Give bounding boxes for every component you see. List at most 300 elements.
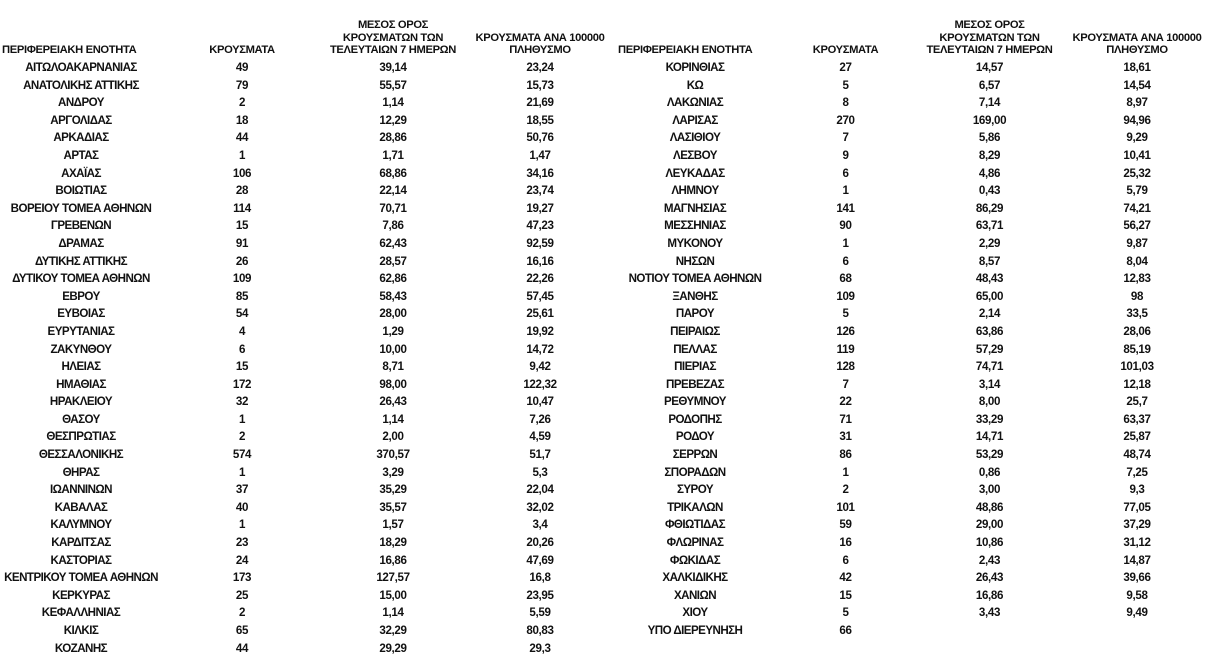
per-100k-cell: 5,59	[529, 606, 551, 620]
table-row	[616, 288, 1212, 306]
region-cell: ΑΡΓΟΛΙΔΑΣ	[50, 113, 112, 127]
cases-cell: 119	[836, 342, 855, 356]
cases-cell: 7	[842, 131, 849, 145]
table-row	[0, 341, 616, 359]
region-cell: ΖΑΚΥΝΘΟΥ	[50, 342, 112, 356]
cases-cell: 101	[836, 500, 855, 514]
avg-7-days-cell: 35,57	[379, 500, 407, 514]
avg-7-days-cell: 1,14	[382, 96, 404, 110]
cases-cell: 1	[238, 465, 246, 479]
cases-cell: 27	[839, 61, 852, 74]
region-cell: ΧΑΝΙΩΝ	[673, 588, 717, 602]
per-100k-cell: 80,83	[526, 624, 554, 637]
region-cell: ΚΕΦΑΛΛΗΝΙΑΣ	[41, 606, 121, 620]
per-100k-cell: 18,61	[1123, 61, 1151, 74]
cases-cell: 65	[235, 624, 249, 637]
header-cases: ΚΡΟΥΣΜΑΤΑ	[812, 44, 879, 57]
table-row	[0, 182, 616, 200]
cases-cell: 68	[839, 272, 852, 286]
avg-7-days-cell: 169,00	[972, 113, 1007, 127]
cases-cell: 85	[235, 289, 249, 303]
avg-7-days-cell: 26,43	[975, 571, 1004, 585]
cases-cell: 54	[235, 307, 249, 321]
per-100k-cell: 56,27	[1123, 219, 1151, 233]
per-100k-cell: 32,02	[526, 500, 554, 514]
table-row	[616, 587, 1212, 605]
cases-cell: 5	[842, 307, 849, 321]
cases-cell: 2	[238, 96, 246, 110]
region-cell: ΑΝΔΡΟΥ	[58, 96, 104, 110]
cases-cell: 6	[842, 553, 849, 567]
avg-7-days-cell: 8,71	[382, 360, 404, 374]
per-100k-cell: 23,24	[526, 61, 554, 74]
per-100k-cell: 3,4	[532, 518, 548, 532]
cases-cell: 6	[842, 166, 849, 180]
region-cell: ΚΑΛΥΜΝΟΥ	[50, 518, 112, 532]
region-cell: ΣΕΡΡΩΝ	[672, 448, 718, 462]
avg-7-days-cell: 58,43	[379, 289, 407, 303]
per-100k-cell: 5,3	[532, 465, 548, 479]
cases-cell: 26	[235, 254, 249, 268]
per-100k-cell: 31,12	[1123, 536, 1151, 550]
table-row	[616, 446, 1212, 464]
avg-7-days-cell: 2,43	[978, 553, 1001, 567]
table-row	[0, 112, 616, 130]
cases-cell: 1	[842, 465, 849, 479]
cases-cell: 90	[839, 219, 852, 233]
per-100k-cell: 77,05	[1123, 500, 1151, 514]
avg-7-days-cell: 29,29	[379, 641, 407, 655]
cases-cell: 109	[836, 289, 855, 303]
avg-7-days-cell: 1,14	[382, 606, 404, 620]
table-row	[616, 217, 1212, 235]
table-row	[0, 253, 616, 271]
table-row	[616, 393, 1212, 411]
region-cell: ΚΟΖΑΝΗΣ	[54, 641, 108, 655]
avg-7-days-cell: 14,71	[975, 430, 1004, 444]
cases-cell: 15	[839, 588, 852, 602]
region-cell: ΚΑΒΑΛΑΣ	[54, 500, 108, 514]
cases-cell: 1	[238, 412, 246, 426]
per-100k-cell: 37,29	[1123, 518, 1151, 532]
region-cell: ΜΑΓΝΗΣΙΑΣ	[663, 201, 727, 215]
table-row	[0, 534, 616, 552]
region-cell: ΦΛΩΡΙΝΑΣ	[666, 536, 724, 550]
table-row	[616, 129, 1212, 147]
cases-cell: 126	[836, 324, 855, 338]
region-cell: ΕΥΒΟΙΑΣ	[57, 307, 105, 321]
avg-7-days-cell: 18,29	[379, 536, 407, 550]
avg-7-days-cell: 2,14	[978, 307, 1001, 321]
region-cell: ΑΡΚΑΔΙΑΣ	[53, 131, 109, 145]
avg-7-days-cell: 4,86	[978, 166, 1001, 180]
table-row	[0, 235, 616, 253]
cases-cell: 37	[235, 483, 249, 497]
region-cell: ΝΗΣΩΝ	[675, 254, 715, 268]
avg-7-days-cell: 39,14	[379, 61, 407, 74]
table-row	[0, 393, 616, 411]
region-cell: ΚΩ	[686, 78, 704, 92]
cases-cell: 172	[232, 377, 252, 391]
cases-cell: 1	[842, 184, 849, 198]
avg-7-days-cell: 1,14	[382, 412, 404, 426]
cases-cell: 5	[842, 78, 849, 92]
table-row	[616, 165, 1212, 183]
avg-7-days-cell: 57,29	[975, 342, 1004, 356]
avg-7-days-cell	[917, 622, 1062, 640]
per-100k-cell: 9,49	[1126, 606, 1148, 620]
per-100k-cell: 101,03	[1120, 360, 1154, 374]
per-100k-cell: 74,21	[1123, 201, 1151, 215]
per-100k-cell: 10,47	[526, 395, 554, 409]
table-row	[616, 516, 1212, 534]
avg-7-days-cell: 29,00	[975, 518, 1004, 532]
table-row	[0, 288, 616, 306]
avg-7-days-cell: 3,29	[382, 465, 404, 479]
per-100k-cell: 10,41	[1123, 148, 1151, 162]
cases-cell: 86	[839, 448, 852, 462]
cases-cell: 2	[238, 430, 246, 444]
per-100k-cell	[1062, 622, 1212, 640]
table-row	[616, 464, 1212, 482]
avg-7-days-cell: 63,71	[975, 219, 1004, 233]
region-cell: ΔΡΑΜΑΣ	[58, 236, 104, 250]
per-100k-cell: 1,47	[529, 148, 551, 162]
region-cell: ΝΟΤΙΟΥ ΤΟΜΕΑ ΑΘΗΝΩΝ	[628, 272, 762, 286]
per-100k-cell: 9,58	[1126, 588, 1148, 602]
avg-7-days-cell: 8,00	[978, 395, 1001, 409]
table-row	[0, 552, 616, 570]
region-cell: ΠΕΙΡΑΙΩΣ	[670, 324, 720, 338]
region-cell: ΜΥΚΟΝΟΥ	[667, 236, 723, 250]
cases-cell: 91	[235, 236, 249, 250]
cases-cell: 5	[842, 606, 849, 620]
per-100k-cell: 9,3	[1129, 483, 1145, 497]
avg-7-days-cell: 70,71	[379, 201, 407, 215]
cases-cell: 40	[235, 500, 249, 514]
avg-7-days-cell: 33,29	[975, 412, 1004, 426]
region-cell: ΣΥΡΟΥ	[676, 483, 714, 497]
cases-cell: 6	[238, 342, 246, 356]
cases-cell: 574	[232, 448, 252, 462]
avg-7-days-cell: 8,29	[978, 148, 1001, 162]
region-cell: ΘΑΣΟΥ	[62, 412, 100, 426]
table-row	[0, 165, 616, 183]
table-row	[0, 622, 616, 640]
cases-cell: 4	[238, 324, 246, 338]
region-cell: ΛΑΚΩΝΙΑΣ	[666, 96, 724, 110]
header-avg-7-days: ΜΕΣΟΣ ΟΡΟΣ ΚΡΟΥΣΜΑΤΩΝ ΤΩΝ ΤΕΛΕΥΤΑΙΩΝ 7 ΗΜΕΡΩΝ	[926, 19, 1053, 57]
table-row	[616, 323, 1212, 341]
per-100k-cell: 98	[1130, 289, 1144, 303]
table-row	[616, 94, 1212, 112]
avg-7-days-cell: 48,43	[975, 272, 1004, 286]
table-row	[616, 77, 1212, 95]
avg-7-days-cell: 16,86	[975, 588, 1004, 602]
region-cell: ΡΕΘΥΜΝΟΥ	[664, 395, 726, 409]
cases-cell: 25	[235, 588, 249, 602]
regional-cases-table-right	[616, 10, 1212, 640]
cases-cell: 1	[238, 148, 246, 162]
table-row	[0, 270, 616, 288]
avg-7-days-cell: 6,57	[978, 78, 1001, 92]
region-cell: ΛΑΣΙΘΙΟΥ	[669, 131, 721, 145]
avg-7-days-cell: 14,57	[975, 61, 1004, 74]
region-cell: ΑΡΤΑΣ	[63, 148, 99, 162]
avg-7-days-cell: 32,29	[379, 624, 407, 637]
region-cell: ΑΙΤΩΛΟΑΚΑΡΝΑΝΙΑΣ	[25, 61, 137, 74]
avg-7-days-cell: 5,86	[978, 131, 1001, 145]
cases-cell: 49	[235, 61, 249, 74]
region-cell: ΥΠΟ ΔΙΕΡΕΥΝΗΣΗ	[647, 624, 743, 637]
per-100k-cell: 25,7	[1126, 395, 1148, 409]
cases-cell: 109	[232, 272, 252, 286]
table-row	[0, 217, 616, 235]
per-100k-cell: 22,26	[526, 272, 554, 286]
per-100k-cell: 9,87	[1126, 236, 1148, 250]
region-cell: ΚΕΡΚΥΡΑΣ	[52, 588, 110, 602]
header-cases: ΚΡΟΥΣΜΑΤΑ	[209, 44, 275, 57]
region-cell: ΓΡΕΒΕΝΩΝ	[50, 219, 112, 233]
per-100k-cell: 48,74	[1123, 448, 1151, 462]
table-row	[0, 305, 616, 323]
region-cell: ΜΕΣΣΗΝΙΑΣ	[664, 219, 726, 233]
table-row	[616, 376, 1212, 394]
table-row	[0, 147, 616, 165]
region-cell: ΕΒΡΟΥ	[62, 289, 100, 303]
table-row	[616, 253, 1212, 271]
region-cell: ΚΑΣΤΟΡΙΑΣ	[50, 553, 112, 567]
table-row	[0, 376, 616, 394]
region-cell: ΔΥΤΙΚΗΣ ΑΤΤΙΚΗΣ	[34, 254, 128, 268]
avg-7-days-cell: 7,14	[978, 96, 1001, 110]
cases-cell: 42	[839, 571, 852, 585]
table-row	[616, 235, 1212, 253]
per-100k-cell: 9,29	[1126, 131, 1148, 145]
region-cell: ΛΕΣΒΟΥ	[673, 148, 717, 162]
avg-7-days-cell: 10,86	[975, 536, 1004, 550]
table-row	[0, 587, 616, 605]
region-cell: ΑΧΑΪΑΣ	[61, 166, 101, 180]
avg-7-days-cell: 62,86	[379, 272, 407, 286]
avg-7-days-cell: 370,57	[376, 448, 410, 462]
table-row	[616, 569, 1212, 587]
cases-cell: 66	[839, 624, 852, 637]
table-row	[616, 270, 1212, 288]
cases-cell: 128	[836, 360, 855, 374]
cases-cell: 16	[839, 536, 852, 550]
avg-7-days-cell: 2,29	[978, 236, 1001, 250]
table-row	[616, 305, 1212, 323]
avg-7-days-cell: 98,00	[379, 377, 407, 391]
region-cell: ΡΟΔΟΥ	[675, 430, 715, 444]
per-100k-cell: 85,19	[1123, 342, 1151, 356]
per-100k-cell: 7,26	[529, 412, 551, 426]
avg-7-days-cell: 10,00	[379, 342, 407, 356]
avg-7-days-cell: 3,43	[978, 606, 1001, 620]
region-cell: ΠΕΛΛΑΣ	[673, 342, 717, 356]
table-row	[616, 411, 1212, 429]
table-row	[616, 182, 1212, 200]
cases-cell: 173	[232, 571, 252, 585]
region-cell: ΛΑΡΙΣΑΣ	[672, 113, 718, 127]
avg-7-days-cell: 53,29	[975, 448, 1004, 462]
table-row	[0, 604, 616, 622]
regional-cases-table-left	[0, 10, 616, 657]
per-100k-cell: 12,18	[1123, 377, 1151, 391]
region-cell: ΙΩΑΝΝΙΝΩΝ	[50, 483, 112, 497]
region-cell: ΧΑΛΚΙΔΙΚΗΣ	[662, 571, 728, 585]
avg-7-days-cell: 22,14	[379, 184, 407, 198]
table-row	[0, 200, 616, 218]
table-row	[616, 358, 1212, 376]
per-100k-cell: 14,54	[1123, 78, 1151, 92]
table-row	[0, 446, 616, 464]
avg-7-days-cell: 68,86	[379, 166, 407, 180]
cases-cell: 79	[235, 78, 249, 92]
table-row	[0, 640, 616, 657]
region-cell: ΒΟΙΩΤΙΑΣ	[55, 184, 107, 198]
region-cell: ΚΟΡΙΝΘΙΑΣ	[665, 61, 725, 74]
cases-cell: 2	[842, 483, 849, 497]
header-avg-7-days: ΜΕΣΟΣ ΟΡΟΣ ΚΡΟΥΣΜΑΤΩΝ ΤΩΝ ΤΕΛΕΥΤΑΙΩΝ 7 ΗΜΕΡΩΝ	[329, 19, 457, 57]
cases-cell: 28	[235, 184, 249, 198]
avg-7-days-cell: 1,57	[382, 518, 404, 532]
per-100k-cell: 29,3	[529, 641, 551, 655]
per-100k-cell: 57,45	[526, 289, 554, 303]
cases-cell: 8	[842, 96, 849, 110]
region-cell: ΚΙΛΚΙΣ	[63, 624, 99, 637]
region-cell: ΦΩΚΙΔΑΣ	[669, 553, 721, 567]
per-100k-cell: 19,27	[526, 201, 554, 215]
per-100k-cell: 34,16	[526, 166, 554, 180]
avg-7-days-cell: 16,86	[379, 553, 407, 567]
region-cell: ΑΝΑΤΟΛΙΚΗΣ ΑΤΤΙΚΗΣ	[23, 78, 139, 92]
region-cell: ΚΑΡΔΙΤΣΑΣ	[51, 536, 111, 550]
table-row	[616, 112, 1212, 130]
table-header-row	[0, 10, 616, 59]
per-100k-cell: 92,59	[526, 236, 554, 250]
region-cell: ΠΑΡΟΥ	[675, 307, 715, 321]
per-100k-cell: 94,96	[1123, 113, 1151, 127]
per-100k-cell: 51,7	[529, 448, 551, 462]
table-row	[0, 129, 616, 147]
region-cell: ΗΛΕΙΑΣ	[61, 360, 101, 374]
region-cell: ΛΗΜΝΟΥ	[671, 184, 719, 198]
table-row	[0, 569, 616, 587]
per-100k-cell: 47,69	[526, 553, 554, 567]
cases-cell: 7	[842, 377, 849, 391]
cases-cell: 1	[238, 518, 246, 532]
cases-cell: 1	[842, 236, 849, 250]
per-100k-cell: 23,74	[526, 184, 554, 198]
per-100k-cell: 22,04	[526, 483, 554, 497]
per-100k-cell: 25,61	[526, 307, 554, 321]
region-cell: ΡΟΔΟΠΗΣ	[668, 412, 722, 426]
avg-7-days-cell: 1,71	[382, 148, 404, 162]
avg-7-days-cell: 26,43	[379, 395, 407, 409]
per-100k-cell: 122,32	[523, 377, 557, 391]
per-100k-cell: 7,25	[1126, 465, 1148, 479]
region-cell: ΛΕΥΚΑΔΑΣ	[665, 166, 725, 180]
per-100k-cell: 21,69	[526, 96, 554, 110]
table-row	[616, 622, 1212, 640]
table-body-right	[616, 59, 1212, 640]
cases-cell: 106	[232, 166, 252, 180]
cases-cell: 18	[235, 113, 249, 127]
table-header-row	[616, 10, 1212, 59]
per-100k-cell: 50,76	[526, 131, 554, 145]
table-row	[0, 499, 616, 517]
cases-cell: 114	[233, 201, 251, 215]
per-100k-cell: 39,66	[1123, 571, 1151, 585]
avg-7-days-cell: 63,86	[975, 324, 1004, 338]
per-100k-cell: 15,73	[526, 78, 554, 92]
cases-cell: 141	[836, 201, 855, 215]
region-cell: ΕΥΡΥΤΑΝΙΑΣ	[47, 324, 115, 338]
per-100k-cell: 8,04	[1126, 254, 1148, 268]
table-row	[0, 94, 616, 112]
cases-cell: 15	[235, 219, 249, 233]
table-body-left	[0, 59, 616, 657]
table-row	[0, 428, 616, 446]
table-row	[616, 428, 1212, 446]
header-region: ΠΕΡΙΦΕΡΕΙΑΚΗ ΕΝΟΤΗΤΑ	[618, 44, 753, 57]
per-100k-cell: 12,83	[1123, 272, 1151, 286]
per-100k-cell: 25,87	[1123, 430, 1151, 444]
region-cell: ΚΕΝΤΡΙΚΟΥ ΤΟΜΕΑ ΑΘΗΝΩΝ	[4, 571, 158, 585]
per-100k-cell: 20,26	[526, 536, 554, 550]
avg-7-days-cell: 74,71	[975, 360, 1004, 374]
per-100k-cell: 14,87	[1123, 553, 1151, 567]
cases-cell: 44	[235, 131, 249, 145]
table-row	[0, 516, 616, 534]
cases-cell: 9	[842, 148, 849, 162]
per-100k-cell: 16,16	[526, 254, 554, 268]
per-100k-cell: 9,42	[529, 360, 551, 374]
region-cell: ΠΡΕΒΕΖΑΣ	[666, 377, 724, 391]
table-row	[0, 358, 616, 376]
avg-7-days-cell: 35,29	[379, 483, 407, 497]
cases-cell: 32	[235, 395, 249, 409]
avg-7-days-cell: 15,00	[379, 588, 407, 602]
cases-cell: 22	[839, 395, 852, 409]
per-100k-cell: 5,79	[1126, 184, 1148, 198]
region-cell: ΠΙΕΡΙΑΣ	[674, 360, 716, 374]
header-cases-per-100k: ΚΡΟΥΣΜΑΤΑ ΑΝΑ 100000 ΠΛΗΘΥΣΜΟ	[1072, 31, 1202, 57]
avg-7-days-cell: 28,86	[379, 131, 407, 145]
region-cell: ΣΠΟΡΑΔΩΝ	[664, 465, 726, 479]
cases-cell: 15	[235, 360, 249, 374]
avg-7-days-cell: 3,14	[978, 377, 1001, 391]
table-row	[0, 323, 616, 341]
per-100k-cell: 8,97	[1126, 96, 1148, 110]
table-row	[616, 147, 1212, 165]
per-100k-cell: 19,92	[526, 324, 554, 338]
region-cell: ΞΑΝΘΗΣ	[672, 289, 718, 303]
region-cell: ΘΕΣΠΡΩΤΙΑΣ	[46, 430, 116, 444]
table-row	[616, 499, 1212, 517]
per-100k-cell: 28,06	[1123, 324, 1151, 338]
cases-cell: 44	[235, 641, 249, 655]
table-row	[0, 481, 616, 499]
avg-7-days-cell: 127,57	[376, 571, 410, 585]
header-cases-per-100k: ΚΡΟΥΣΜΑΤΑ ΑΝΑ 100000 ΠΛΗΘΥΣΜΟ	[475, 31, 605, 57]
table-row	[616, 481, 1212, 499]
avg-7-days-cell: 65,00	[975, 289, 1004, 303]
per-100k-cell: 4,59	[529, 430, 551, 444]
region-cell: ΔΥΤΙΚΟΥ ΤΟΜΕΑ ΑΘΗΝΩΝ	[12, 272, 150, 286]
